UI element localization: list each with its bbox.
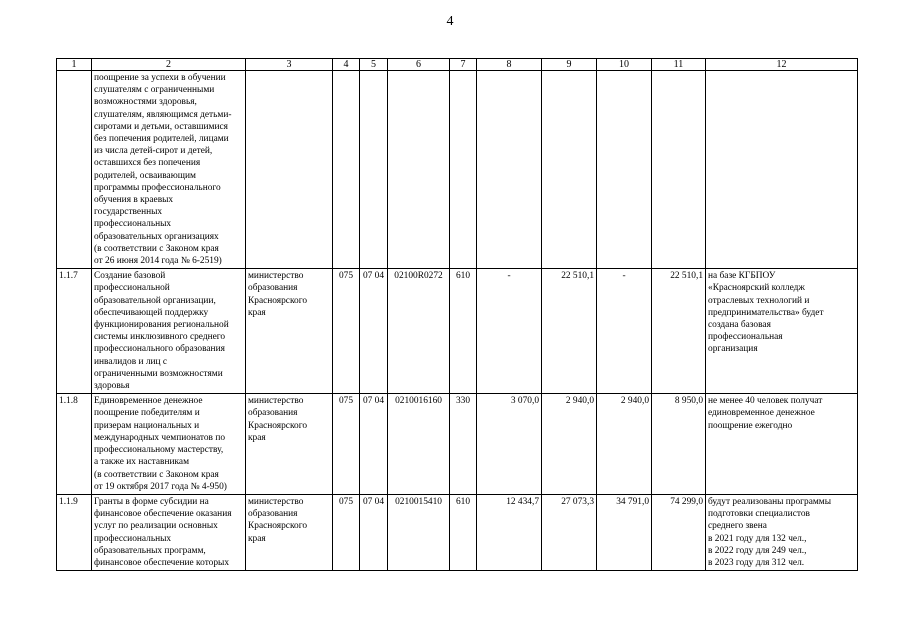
item-number-cell: 1.1.8	[57, 394, 92, 495]
administrator-cell: министерство образования Красноярского края	[246, 494, 333, 570]
expense-type-cell: 610	[450, 269, 477, 394]
item-number-cell: 1.1.7	[57, 269, 92, 394]
total-cell	[652, 71, 706, 269]
amount-cell: 2 940,0	[597, 394, 652, 495]
expense-type-cell	[450, 71, 477, 269]
page-number: 4	[446, 14, 454, 29]
column-header: 7	[450, 59, 477, 71]
table-row	[57, 71, 858, 269]
amount-cell: -	[477, 269, 542, 394]
table-row	[57, 269, 858, 394]
amount-cell: 27 073,3	[542, 494, 597, 570]
column-header: 4	[333, 59, 360, 71]
item-name-cell: поощрение за успехи в обучении слушателям с ограниченными возможностями здоровья, слушателям, являющимся детьми- сиротами и детьми, оставшимися без попечения родителей, лицами из числа детей-сирот и детей, оставшихся без попечения родителей, осваивающим программы профессионального обучения в краевых государственных профессиональных образовательных организациях (в соответствии с Законом края от 26 июня 2014 года № 6-2519)	[92, 71, 246, 269]
section-code-cell: 07 04	[360, 494, 388, 570]
amount-cell: 34 791,0	[597, 494, 652, 570]
item-name-cell: Создание базовой профессиональной образовательной организации, обеспечивающей поддержку функционирования региональной системы инклюзивного среднего профессионального образования инвалидов и лиц с ограниченными возможностями здоровья	[92, 269, 246, 394]
expected-result-cell: на базе КГБПОУ «Красноярский колледж отраслевых технологий и предпринимательства» будет создана базовая профессиональная организация	[706, 269, 858, 394]
grbs-code-cell	[333, 71, 360, 269]
budget-table	[56, 58, 858, 571]
administrator-cell	[246, 71, 333, 269]
item-number-cell: 1.1.9	[57, 494, 92, 570]
grbs-code-cell: 075	[333, 269, 360, 394]
section-code-cell: 07 04	[360, 269, 388, 394]
administrator-cell: министерство образования Красноярского края	[246, 269, 333, 394]
total-cell: 22 510,1	[652, 269, 706, 394]
table-row	[57, 494, 858, 570]
amount-cell	[597, 71, 652, 269]
expected-result-cell	[706, 71, 858, 269]
amount-cell	[477, 71, 542, 269]
total-cell: 8 950,0	[652, 394, 706, 495]
column-header: 8	[477, 59, 542, 71]
column-header: 10	[597, 59, 652, 71]
section-code-cell: 07 04	[360, 394, 388, 495]
grbs-code-cell: 075	[333, 394, 360, 495]
column-header: 3	[246, 59, 333, 71]
target-article-cell: 0210015410	[388, 494, 450, 570]
amount-cell: 3 070,0	[477, 394, 542, 495]
expense-type-cell: 330	[450, 394, 477, 495]
item-name-cell: Гранты в форме субсидии на финансовое обеспечение оказания услуг по реализации основных профессиональных образовательных программ, финансовое обеспечение которых	[92, 494, 246, 570]
amount-cell: 2 940,0	[542, 394, 597, 495]
target-article-cell: 02100R0272	[388, 269, 450, 394]
item-name-cell: Единовременное денежное поощрение победителям и призерам национальных и международных чемпионатов по профессиональному мастерству, а также их наставникам (в соответствии с Законом края от 19 октября 2017 года № 4-950)	[92, 394, 246, 495]
grbs-code-cell: 075	[333, 494, 360, 570]
amount-cell: 22 510,1	[542, 269, 597, 394]
column-header: 12	[706, 59, 858, 71]
column-header: 11	[652, 59, 706, 71]
expected-result-cell: не менее 40 человек получат единовременное денежное поощрение ежегодно	[706, 394, 858, 495]
target-article-cell: 0210016160	[388, 394, 450, 495]
column-header: 9	[542, 59, 597, 71]
column-header: 1	[57, 59, 92, 71]
target-article-cell	[388, 71, 450, 269]
expected-result-cell: будут реализованы программы подготовки специалистов среднего звена в 2021 году для 132 чел., в 2022 году для 249 чел., в 2023 году для 312 чел.	[706, 494, 858, 570]
amount-cell: -	[597, 269, 652, 394]
item-number-cell	[57, 71, 92, 269]
column-number-row	[57, 59, 858, 71]
expense-type-cell: 610	[450, 494, 477, 570]
page-margin	[0, 0, 22, 640]
total-cell: 74 299,0	[652, 494, 706, 570]
amount-cell	[542, 71, 597, 269]
administrator-cell: министерство образования Красноярского края	[246, 394, 333, 495]
column-header: 5	[360, 59, 388, 71]
section-code-cell	[360, 71, 388, 269]
table-row	[57, 394, 858, 495]
column-header: 6	[388, 59, 450, 71]
amount-cell: 12 434,7	[477, 494, 542, 570]
column-header: 2	[92, 59, 246, 71]
